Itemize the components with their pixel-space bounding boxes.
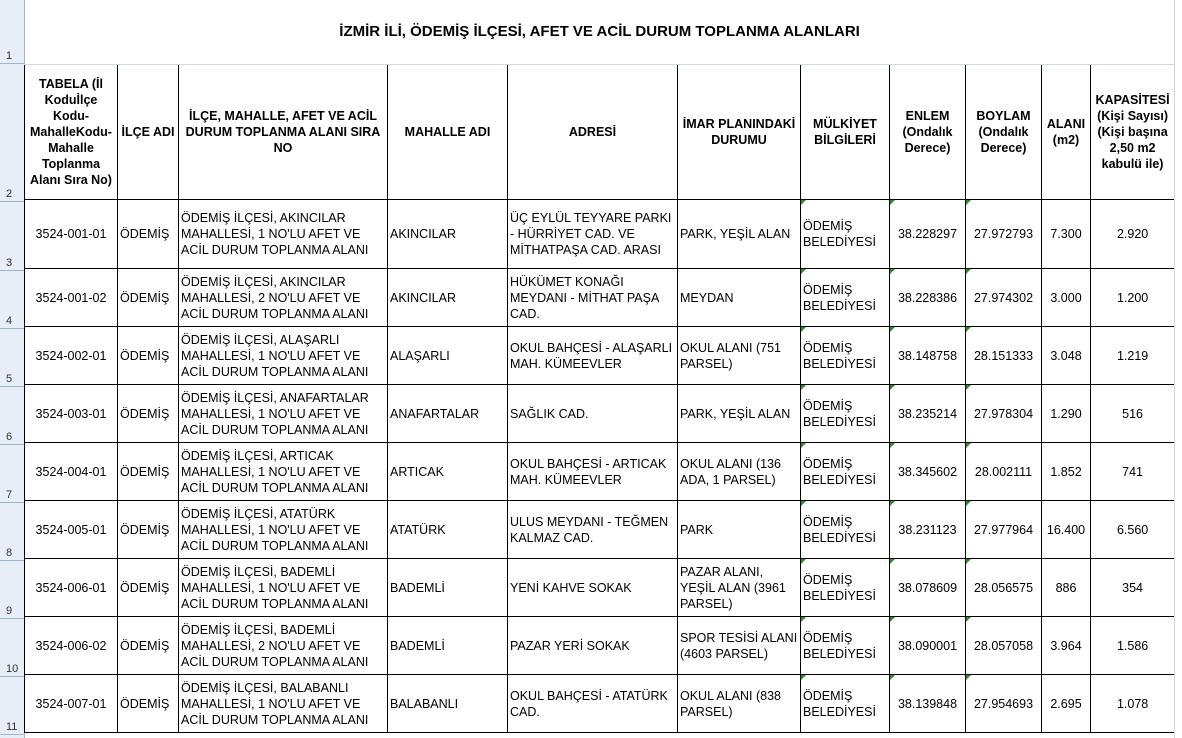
cell-alani[interactable]: 886 — [1042, 559, 1091, 617]
table-row — [25, 327, 1175, 385]
cell-kapasite[interactable]: 6.560 — [1091, 501, 1175, 559]
cell-enlem[interactable]: 38.231123 — [890, 501, 966, 559]
cell-kapasite[interactable]: 1.586 — [1091, 617, 1175, 675]
cell-mahalle-adi[interactable]: BADEMLİ — [388, 559, 508, 617]
row-header[interactable]: 11 — [0, 677, 24, 735]
cell-tabela[interactable]: 3524-005-01 — [25, 501, 118, 559]
cell-enlem[interactable]: 38.139848 — [890, 675, 966, 733]
cell-alani[interactable]: 16.400 — [1042, 501, 1091, 559]
cell-boylam[interactable]: 28.056575 — [966, 559, 1042, 617]
header-imar[interactable]: İMAR PLANINDAKİ DURUMU — [678, 65, 801, 200]
table-row — [25, 501, 1175, 559]
header-enlem[interactable]: ENLEM (Ondalık Derece) — [890, 65, 966, 200]
header-sira-no[interactable]: İLÇE, MAHALLE, AFET VE ACİL DURUM TOPLANMA ALANI SIRA NO — [179, 65, 388, 200]
cell-adresi[interactable]: YENİ KAHVE SOKAK — [508, 559, 678, 617]
cell-alani[interactable]: 2.695 — [1042, 675, 1091, 733]
cell-boylam[interactable]: 28.002111 — [966, 443, 1042, 501]
cell-enlem[interactable]: 38.345602 — [890, 443, 966, 501]
cell-alani[interactable]: 3.048 — [1042, 327, 1091, 385]
cell-sira-no[interactable]: ÖDEMİŞ İLÇESİ, ANAFARTALAR MAHALLESİ, 1 NO'LU AFET VE ACİL DURUM TOPLANMA ALANI — [179, 385, 388, 443]
row-header[interactable]: 1 — [0, 0, 24, 64]
row-header[interactable]: 6 — [0, 387, 24, 445]
cell-mulkiyet[interactable]: ÖDEMİŞ BELEDİYESİ — [801, 675, 890, 733]
cell-kapasite[interactable]: 741 — [1091, 443, 1175, 501]
cell-tabela[interactable]: 3524-001-02 — [25, 269, 118, 327]
cell-enlem[interactable]: 38.228386 — [890, 269, 966, 327]
cell-imar[interactable]: OKUL ALANI (838 PARSEL) — [678, 675, 801, 733]
cell-boylam[interactable]: 27.977964 — [966, 501, 1042, 559]
cell-alani[interactable]: 3.000 — [1042, 269, 1091, 327]
cell-kapasite[interactable]: 1.078 — [1091, 675, 1175, 733]
cell-mulkiyet[interactable]: ÖDEMİŞ BELEDİYESİ — [801, 617, 890, 675]
cell-kapasite[interactable]: 1.219 — [1091, 327, 1175, 385]
cell-mulkiyet[interactable]: ÖDEMİŞ BELEDİYESİ — [801, 327, 890, 385]
cell-imar[interactable]: OKUL ALANI (751 PARSEL) — [678, 327, 801, 385]
cell-mulkiyet[interactable]: ÖDEMİŞ BELEDİYESİ — [801, 559, 890, 617]
cell-mahalle-adi[interactable]: ANAFARTALAR — [388, 385, 508, 443]
cell-imar[interactable]: SPOR TESİSİ ALANI (4603 PARSEL) — [678, 617, 801, 675]
cell-tabela[interactable]: 3524-003-01 — [25, 385, 118, 443]
header-ilce-adi[interactable]: İLÇE ADI — [118, 65, 179, 200]
cell-adresi[interactable]: HÜKÜMET KONAĞI MEYDANI - MİTHAT PAŞA CAD. — [508, 269, 678, 327]
cell-enlem[interactable]: 38.148758 — [890, 327, 966, 385]
cell-imar[interactable]: OKUL ALANI (136 ADA, 1 PARSEL) — [678, 443, 801, 501]
cell-ilce-adi[interactable]: ÖDEMİŞ — [118, 327, 179, 385]
cell-ilce-adi[interactable]: ÖDEMİŞ — [118, 269, 179, 327]
cell-boylam[interactable]: 27.974302 — [966, 269, 1042, 327]
cell-mahalle-adi[interactable]: ATATÜRK — [388, 501, 508, 559]
row-header-column — [0, 0, 25, 738]
cell-ilce-adi[interactable]: ÖDEMİŞ — [118, 385, 179, 443]
table-row — [25, 269, 1175, 327]
cell-ilce-adi[interactable]: ÖDEMİŞ — [118, 443, 179, 501]
header-mahalle-adi[interactable]: MAHALLE ADI — [388, 65, 508, 200]
cell-tabela[interactable]: 3524-001-01 — [25, 200, 118, 269]
cell-mahalle-adi[interactable]: BADEMLİ — [388, 617, 508, 675]
cell-mahalle-adi[interactable]: AKINCILAR — [388, 200, 508, 269]
cell-imar[interactable]: PARK — [678, 501, 801, 559]
cell-adresi[interactable]: OKUL BAHÇESİ - ARTICAK MAH. KÜMEEVLER — [508, 443, 678, 501]
header-tabela[interactable]: TABELA (İl Koduİlçe Kodu-MahalleKodu-Mahalle Toplanma Alanı Sıra No) — [25, 65, 118, 200]
cell-mulkiyet[interactable]: ÖDEMİŞ BELEDİYESİ — [801, 200, 890, 269]
cell-boylam[interactable]: 27.972793 — [966, 200, 1042, 269]
cell-ilce-adi[interactable]: ÖDEMİŞ — [118, 200, 179, 269]
row-header[interactable]: 10 — [0, 619, 24, 677]
row-header[interactable]: 8 — [0, 503, 24, 561]
cell-sira-no[interactable]: ÖDEMİŞ İLÇESİ, AKINCILAR MAHALLESİ, 1 NO'LU AFET VE ACİL DURUM TOPLANMA ALANI — [179, 200, 388, 269]
cell-sira-no[interactable]: ÖDEMİŞ İLÇESİ, ALAŞARLI MAHALLESİ, 1 NO'LU AFET VE ACİL DURUM TOPLANMA ALANI — [179, 327, 388, 385]
cell-adresi[interactable]: PAZAR YERİ SOKAK — [508, 617, 678, 675]
sheet-right-edge — [1174, 0, 1182, 738]
cell-adresi[interactable]: ÜÇ EYLÜL TEYYARE PARKI - HÜRRİYET CAD. VE MİTHATPAŞA CAD. ARASI — [508, 200, 678, 269]
cell-tabela[interactable]: 3524-004-01 — [25, 443, 118, 501]
cell-tabela[interactable]: 3524-006-02 — [25, 617, 118, 675]
cell-ilce-adi[interactable]: ÖDEMİŞ — [118, 617, 179, 675]
cell-adresi[interactable]: SAĞLIK CAD. — [508, 385, 678, 443]
cell-sira-no[interactable]: ÖDEMİŞ İLÇESİ, AKINCILAR MAHALLESİ, 2 NO'LU AFET VE ACİL DURUM TOPLANMA ALANI — [179, 269, 388, 327]
cell-sira-no[interactable]: ÖDEMİŞ İLÇESİ, BADEMLİ MAHALLESİ, 1 NO'LU AFET VE ACİL DURUM TOPLANMA ALANI — [179, 559, 388, 617]
cell-mahalle-adi[interactable]: BALABANLI — [388, 675, 508, 733]
cell-ilce-adi[interactable]: ÖDEMİŞ — [118, 501, 179, 559]
table-row — [25, 559, 1175, 617]
cell-mahalle-adi[interactable]: ARTICAK — [388, 443, 508, 501]
cell-imar[interactable]: PAZAR ALANI, YEŞİL ALAN (3961 PARSEL) — [678, 559, 801, 617]
cell-kapasite[interactable]: 2.920 — [1091, 200, 1175, 269]
cell-ilce-adi[interactable]: ÖDEMİŞ — [118, 675, 179, 733]
cell-alani[interactable]: 1.290 — [1042, 385, 1091, 443]
cell-imar[interactable]: MEYDAN — [678, 269, 801, 327]
data-table — [24, 0, 1175, 733]
header-boylam[interactable]: BOYLAM (Ondalık Derece) — [966, 65, 1042, 200]
cell-sira-no[interactable]: ÖDEMİŞ İLÇESİ, BADEMLİ MAHALLESİ, 2 NO'LU AFET VE ACİL DURUM TOPLANMA ALANI — [179, 617, 388, 675]
cell-imar[interactable]: PARK, YEŞİL ALAN — [678, 385, 801, 443]
cell-mulkiyet[interactable]: ÖDEMİŞ BELEDİYESİ — [801, 501, 890, 559]
cell-kapasite[interactable]: 516 — [1091, 385, 1175, 443]
cell-adresi[interactable]: ULUS MEYDANI - TEĞMEN KALMAZ CAD. — [508, 501, 678, 559]
cell-mahalle-adi[interactable]: ALAŞARLI — [388, 327, 508, 385]
cell-sira-no[interactable]: ÖDEMİŞ İLÇESİ, BALABANLI MAHALLESİ, 1 NO'LU AFET VE ACİL DURUM TOPLANMA ALANI — [179, 675, 388, 733]
row-header[interactable]: 4 — [0, 271, 24, 329]
cell-boylam[interactable]: 27.954693 — [966, 675, 1042, 733]
cell-enlem[interactable]: 38.235214 — [890, 385, 966, 443]
header-kapasite[interactable]: KAPASİTESİ (Kişi Sayısı) (Kişi başına 2,50 m2 kabulü ile) — [1091, 65, 1175, 200]
row-header[interactable]: 9 — [0, 561, 24, 619]
cell-tabela[interactable]: 3524-007-01 — [25, 675, 118, 733]
row-header[interactable]: 3 — [0, 202, 24, 271]
cell-imar[interactable]: PARK, YEŞİL ALAN — [678, 200, 801, 269]
cell-mahalle-adi[interactable]: AKINCILAR — [388, 269, 508, 327]
cell-mulkiyet[interactable]: ÖDEMİŞ BELEDİYESİ — [801, 269, 890, 327]
row-header[interactable]: 5 — [0, 329, 24, 387]
cell-ilce-adi[interactable]: ÖDEMİŞ — [118, 559, 179, 617]
cell-sira-no[interactable]: ÖDEMİŞ İLÇESİ, ARTICAK MAHALLESİ, 1 NO'LU AFET VE ACİL DURUM TOPLANMA ALANI — [179, 443, 388, 501]
cell-adresi[interactable]: OKUL BAHÇESİ - ALAŞARLI MAH. KÜMEEVLER — [508, 327, 678, 385]
header-adresi[interactable]: ADRESİ — [508, 65, 678, 200]
cell-alani[interactable]: 3.964 — [1042, 617, 1091, 675]
table-row — [25, 617, 1175, 675]
cell-boylam[interactable]: 28.057058 — [966, 617, 1042, 675]
cell-alani[interactable]: 7.300 — [1042, 200, 1091, 269]
cell-enlem[interactable]: 38.078609 — [890, 559, 966, 617]
cell-boylam[interactable]: 27.978304 — [966, 385, 1042, 443]
table-row — [25, 443, 1175, 501]
header-alani[interactable]: ALANI (m2) — [1042, 65, 1091, 200]
cell-enlem[interactable]: 38.090001 — [890, 617, 966, 675]
row-header[interactable]: 7 — [0, 445, 24, 503]
cell-kapasite[interactable]: 1.200 — [1091, 269, 1175, 327]
cell-enlem[interactable]: 38.228297 — [890, 200, 966, 269]
cell-adresi[interactable]: OKUL BAHÇESİ - ATATÜRK CAD. — [508, 675, 678, 733]
cell-mulkiyet[interactable]: ÖDEMİŞ BELEDİYESİ — [801, 385, 890, 443]
row-header[interactable]: 2 — [0, 64, 24, 202]
cell-sira-no[interactable]: ÖDEMİŞ İLÇESİ, ATATÜRK MAHALLESİ, 1 NO'LU AFET VE ACİL DURUM TOPLANMA ALANI — [179, 501, 388, 559]
sheet-title[interactable]: İZMİR İLİ, ÖDEMİŞ İLÇESİ, AFET VE ACİL DURUM TOPLANMA ALANLARI — [25, 0, 1175, 65]
cell-kapasite[interactable]: 354 — [1091, 559, 1175, 617]
header-mulkiyet[interactable]: MÜLKİYET BİLGİLERİ — [801, 65, 890, 200]
table-row — [25, 675, 1175, 733]
table-row — [25, 200, 1175, 269]
cell-tabela[interactable]: 3524-006-01 — [25, 559, 118, 617]
cell-alani[interactable]: 1.852 — [1042, 443, 1091, 501]
table-row — [25, 385, 1175, 443]
cell-mulkiyet[interactable]: ÖDEMİŞ BELEDİYESİ — [801, 443, 890, 501]
cell-boylam[interactable]: 28.151333 — [966, 327, 1042, 385]
cell-tabela[interactable]: 3524-002-01 — [25, 327, 118, 385]
